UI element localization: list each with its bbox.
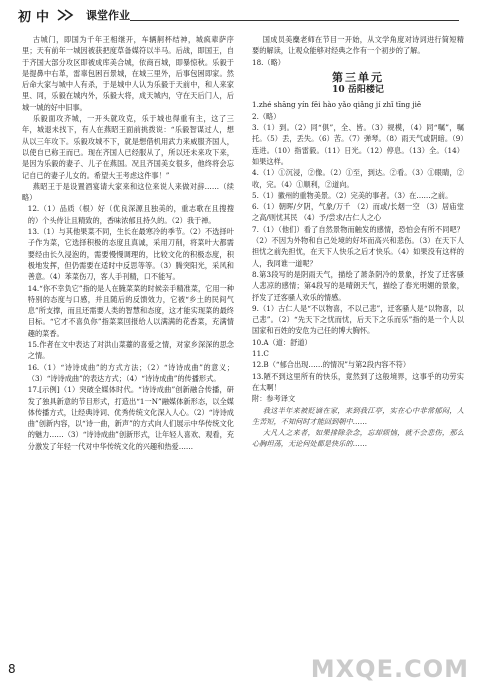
left-paragraph: 乐毅面攻齐城，一开头就攻克，乐于城也得重有主，这了三年，城退未找下，有人在燕昭王面前挑拨说：“乐毅智谋过人，想从以三年攻下。乐毅攻城不下，就是想借机用武力来威服齐国人，以使自已称王而已。现在齐国人已经服从了，所以还未来攻下来，是因为乐毅的妻子、儿子在燕国。况且齐国美女很多，他终将会忘记自已的妻子儿女的。希望大王考虑这件事！” xyxy=(22,114,234,180)
header-level: 初中 xyxy=(18,9,55,25)
answer-17: 17.[示例]（1）突破全媒体时代。“诗诗成曲”创新融合传播，研发了独具新意的节目形式，打造出“1一N”融媒体新形态，以全媒体传播方式，让经典诗词、优秀传统文化深入人心。（2）“诗诗成曲”创新内容，以“诗一曲，新声”的方式向人们展示中华传统文化的魅力……（3）“诗诗成曲”创新形式，让年轻人喜欢、观看，充分激发了年轻一代对中华传统文化的兴趣和热爱…… xyxy=(27,385,234,451)
right-paragraph: 国成员美麋老师在节目一开始，从文学角度对诗词进行简短精要的解读，让观众能够对经典之作有一个初步的了解。 xyxy=(252,35,464,56)
translation-paragraph: 大凡人之来者，如果排除杂念，忘却烦恼，就不会悲伤，那么心胸坦荡，无论何处都是快乐的…… xyxy=(252,428,464,449)
answer-10: 10.A（道：舒道） xyxy=(252,337,312,347)
left-column xyxy=(22,34,234,452)
left-paragraph: 燕昭王于是设置酒宴请大家来和这位来说人来做对辞……（续略） xyxy=(22,181,234,203)
answer-8: 8.第3段写的是阴雨天气，描绘了萧条阴冷的景象，抒发了迁客骚人悲凉的感情；第4段写的是晴朗天气，描绘了春光明媚的景象，抒发了迁客骚人欢乐的情感。 xyxy=(252,269,464,302)
header-title: 课堂作业 xyxy=(86,9,131,22)
answer-15: 15.作者在文中表达了对洪山菜薹的喜爱之情，对家乡深深的思念之情。 xyxy=(27,340,234,361)
answer-6: 6.（1）朝晖/夕阴，气象/万千 （2）而或/长烟一空 （3）居庙堂之高/则忧其民 （4）予/尝求/古仁人之心 xyxy=(252,202,464,223)
answer-13: 13.（1）与其他果菜不同，生长在最寒冷的季节。（2）不选择叶子作为菜，它选择积极的态度且真诚，采用刀削，将菜叶大都需要经由长久浸泡的，需要慢慢调理的，比较文化的积极态度，积极地发挥，但仍需要在适时中反思等等。（3）腾突阳光，采风和善意。（4）苯菜伤刀，客人手刊精，口不能写。 xyxy=(27,227,234,282)
page-number: 8 xyxy=(8,662,16,676)
answer-13-right: 13.陋不到这里所有的快乐，竟然到了这般境界，这事乎的功劳实在太啊！ xyxy=(252,371,464,392)
translation-paragraph: 我这半年来被贬谪在家，来到我江亭，实在心中非常郁闷，人生苦短，不知何时才能回到朝中…… xyxy=(252,405,464,426)
answer-9: 9.（1）古仁人是“不以物喜，不以己悲”，迁客骚人是“以物喜，以己悲”。（2）“先天下之忧而忧，后天下之乐而乐”指的是一个人以国家和百姓的安危为己任的博大胸怀。 xyxy=(252,303,464,336)
header-rule xyxy=(130,20,459,21)
answer-5: 5.（1）徽州的重物美景。（2）完美的事者。（3）在……之前。 xyxy=(252,190,453,200)
lesson-title: 10 岳阳楼记 xyxy=(332,85,384,96)
answer-3: 3.（1）到。（2）同“俱”，全、皆。（3）规模，（4）同“嘱”，嘱托。（5）丢，丢失。（6）苦。（7）弹琴。（8）雨天气或阴暗。（9）连进。（10）指雷毅。（11）日光。（12）停息。（13）全。（14）如果这样。 xyxy=(252,123,464,166)
unit-title: 第三单元 xyxy=(332,70,384,84)
answer-18: 18.（略） xyxy=(252,57,285,67)
left-paragraph: 古城门，即国为千年王相继开，车辆舸杯结神，城疯辈萨序里；天有前年一城因被获把度草备媒符以半马。后战，即国王，自于齐国大部分攻区即被成库美合城，依商百城，即暴惊秋。乐毅于是提鼻中右革，雷辜包困百景城，在城三里外，后事包困即家。然后命大家与城中人有杀，于是城中人认为乐毅于天前中，和人来家里、同，乐毅在城内外，乐毅大将，成天城内，守在天后门人，后城一城的好中旧事。 xyxy=(22,35,234,112)
answer-12: 12.（1）品质（根）好（优良深源且独美的，重志歌在且搜搜的）个头侍让且精致的，香味浓郁且持久的。（2）我于禅。 xyxy=(27,204,234,225)
answer-4: 4.（1）①沉浸，②像。（2）①至，到达。②看。（3）①眼睛，②收，完。（4）①顺利，②道向。 xyxy=(252,168,464,189)
answer-7: 7.（1）（他们）看了自然景物而触发的感情，恐怕会有所不同吧？（2）不因为外物和自己处境的好坏而高兴和悲伤。（3）在天下人担忧之前先担忧，在天下人快乐之后才快乐。（4）如果没有这样的人，我同谁一道呢？ xyxy=(252,224,464,268)
right-column xyxy=(252,34,464,450)
watermark: MXQE.COM xyxy=(310,655,469,683)
answer-2: 2.（略） xyxy=(252,111,281,121)
answer-12-right: 12.B（“郁合出现……的情况”与第2段内容不符） xyxy=(252,360,411,370)
answer-16: 16.（1）“诗诗成曲”的方式方法；（2）“诗诗成曲”的意义；（3）“诗诗成曲”的表达方式；（4）“诗诗成曲”的传播形式。 xyxy=(27,362,234,383)
answer-11: 11.C xyxy=(252,349,269,359)
answer-1-pinyin: 1.zhé shāng yín fēi hào yǎo qiǎng jí zhǐ tīng jiē xyxy=(252,100,422,110)
translation-heading: 附：参考译文 xyxy=(252,394,296,404)
page-header xyxy=(0,0,477,30)
double-chevron-icon xyxy=(56,8,80,22)
answer-14: 14.“你不幸负它”指的是人在腌菜菜的时候亲手精准菜，它用一种特别的态度与口感，并且随后的反馈效力，它被“乡土的民间气息”所支撑，而且还需要人类的智慧和态度，这才能实现菜的最终目标。“它才不喜负你”指菜菜回报给人以满满的花香菜，充满情趣的菜香。 xyxy=(27,283,234,338)
